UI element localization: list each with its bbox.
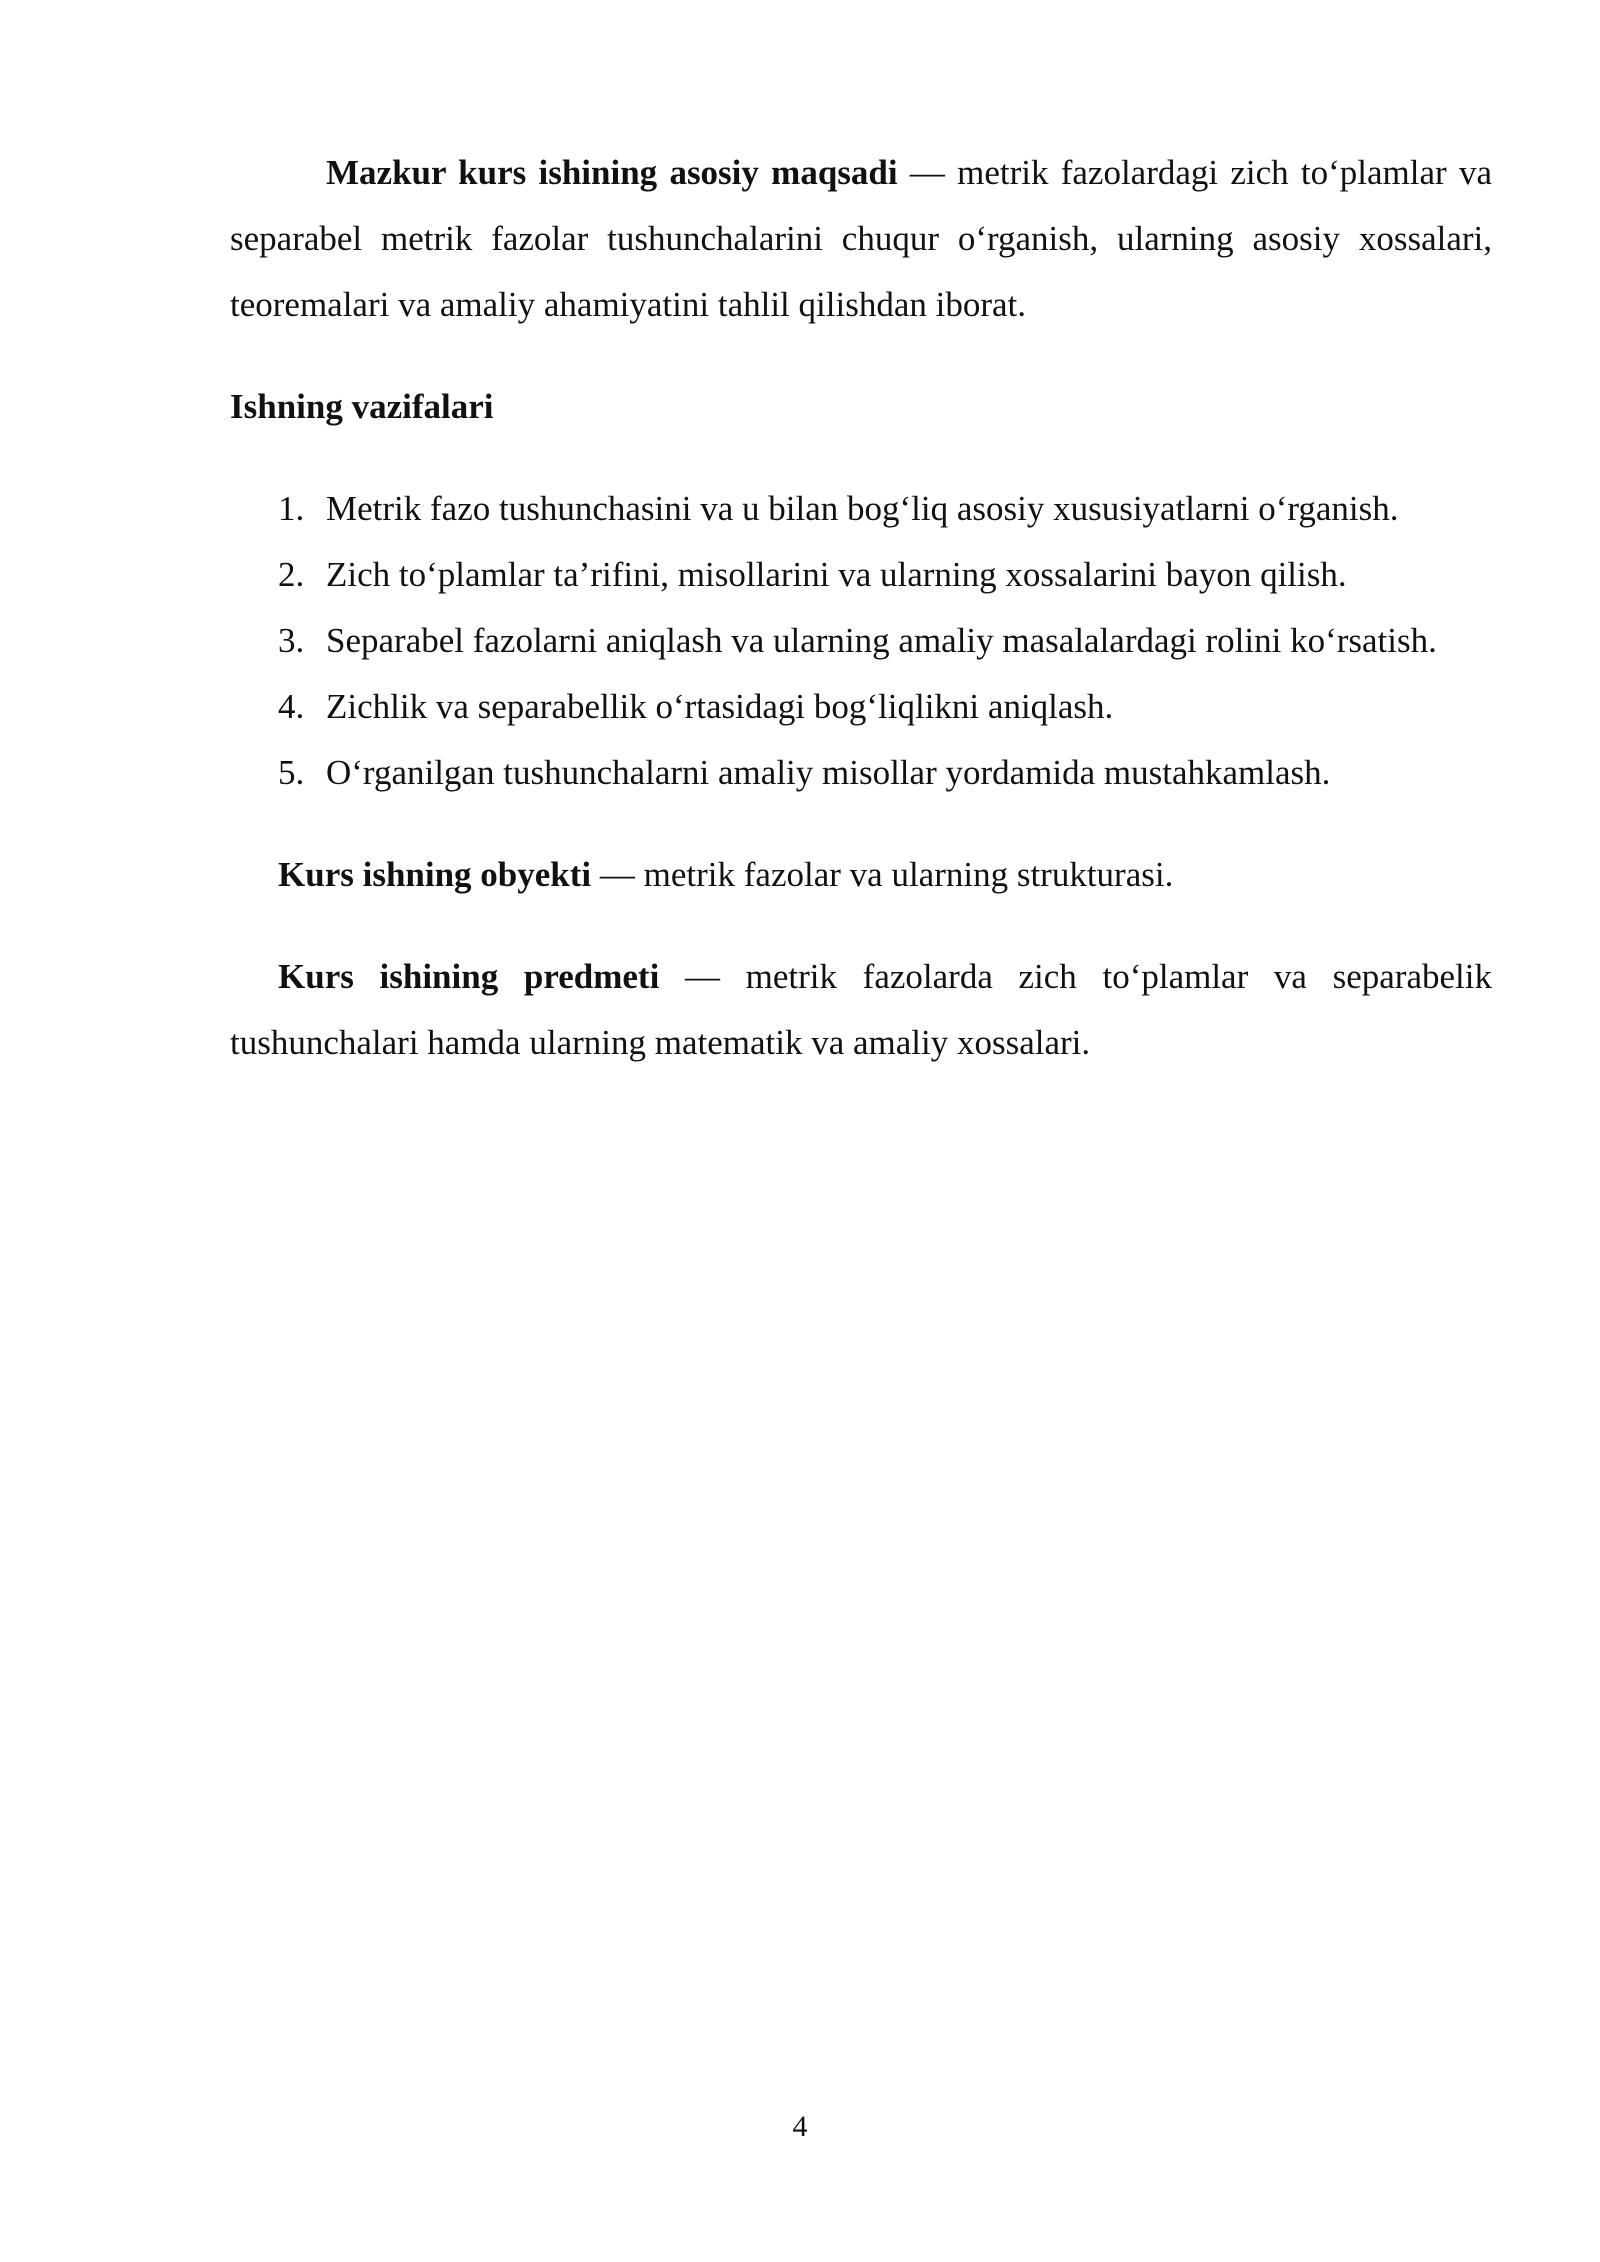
task-number: 5. bbox=[278, 753, 305, 792]
spacer bbox=[230, 806, 1492, 842]
task-number: 2. bbox=[278, 555, 305, 594]
object-label: Kurs ishning obyekti bbox=[278, 855, 592, 894]
subject-text: — metrik fazolarda zich to‘plamlar va separabelik tushunchalari hamda ularning matematik va amaliy xossalari. bbox=[230, 957, 1492, 1062]
aim-label: Mazkur kurs ishining asosiy maqsadi bbox=[326, 153, 898, 192]
task-item-5 bbox=[230, 740, 1492, 806]
aim-text: — metrik fazolardagi zich to‘plamlar va separabel metrik fazolar tushunchalarini chuqur o‘rganish, ularning asosiy xossalari, teoremalari va amaliy ahamiyatini tahlil qilishdan iborat. bbox=[230, 153, 1492, 324]
object-paragraph bbox=[230, 842, 1492, 908]
subject-label: Kurs ishining predmeti bbox=[278, 957, 660, 996]
task-text: Metrik fazo tushunchasini va u bilan bog‘liq asosiy xususiyatlarni o‘rganish. bbox=[326, 489, 1399, 528]
document-page bbox=[230, 140, 1492, 1076]
task-item-3 bbox=[230, 608, 1492, 674]
task-item-1 bbox=[230, 476, 1492, 542]
task-number: 1. bbox=[278, 489, 305, 528]
spacer bbox=[230, 908, 1492, 944]
task-text: Separabel fazolarni aniqlash va ularning amaliy masalalardagi rolini ko‘rsatish. bbox=[326, 621, 1437, 660]
page-number: 4 bbox=[792, 2110, 808, 2143]
subject-paragraph bbox=[230, 944, 1492, 1076]
task-text: Zich to‘plamlar ta’rifini, misollarini va ularning xossalarini bayon qilish. bbox=[326, 555, 1347, 594]
tasks-list bbox=[230, 476, 1492, 806]
task-number: 3. bbox=[278, 621, 305, 660]
aim-paragraph bbox=[230, 140, 1492, 338]
task-number: 4. bbox=[278, 687, 305, 726]
task-item-2 bbox=[230, 542, 1492, 608]
task-item-4 bbox=[230, 674, 1492, 740]
task-text: O‘rganilgan tushunchalarni amaliy misollar yordamida mustahkamlash. bbox=[326, 753, 1331, 792]
task-text: Zichlik va separabellik o‘rtasidagi bog‘liqlikni aniqlash. bbox=[326, 687, 1114, 726]
tasks-heading: Ishning vazifalari bbox=[230, 387, 494, 426]
object-text: — metrik fazolar va ularning strukturasi. bbox=[591, 855, 1174, 894]
